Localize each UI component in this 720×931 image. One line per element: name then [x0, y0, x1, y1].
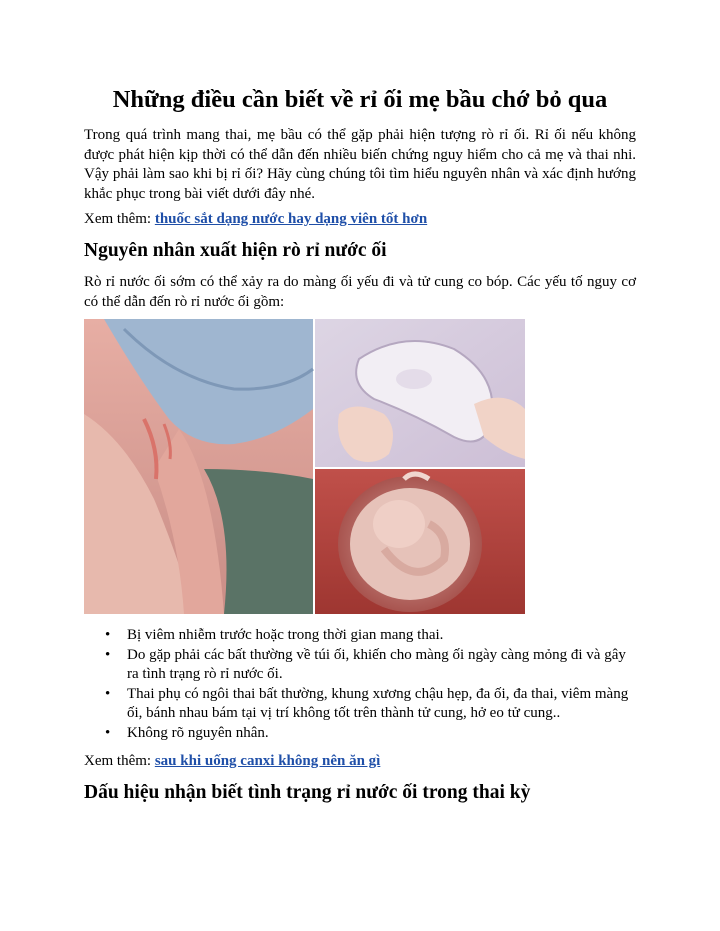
- list-item: [84, 685, 636, 724]
- left-panel-leg: [84, 319, 313, 614]
- list-item-text: Do gặp phải các bất thường về túi ối, khiến cho màng ối ngày càng mỏng đi và gây ra tình trạng rò rỉ nước ối.: [127, 646, 626, 682]
- bullet-icon: •: [105, 646, 111, 663]
- list-item-text: Thai phụ có ngôi thai bất thường, khung xương chậu hẹp, đa ối, đa thai, viêm màng ối, bánh nhau bám tại vị trí không tốt trên thành tử cung, hở eo tử cung..: [127, 685, 629, 721]
- see-more-prefix: Xem thêm:: [84, 211, 155, 227]
- see-more-link-calcium[interactable]: sau khi uống canxi không nên ăn gì: [154, 753, 381, 769]
- see-more-line: [84, 211, 427, 228]
- section-heading-causes: Nguyên nhân xuất hiện rò rỉ nước ối: [84, 240, 387, 261]
- list-item-text: Bị viêm nhiễm trước hoặc trong thời gian mang thai.: [127, 627, 444, 643]
- list-item: [84, 724, 636, 744]
- bullet-icon: •: [105, 724, 111, 741]
- intro-paragraph: Trong quá trình mang thai, mẹ bầu có thể gặp phải hiện tượng rò rỉ ối. Rỉ ối nếu không được phát hiện kịp thời có thể dẫn đến nhiều biến chứng nguy hiểm cho cả mẹ và thai nhi. Vậy phải làm sao khi bị rỉ ối? Hãy cùng chúng tôi tìm hiểu nguyên nhân và xác định hướng khắc phục trong bài viết dưới đây nhé.: [84, 127, 636, 202]
- causes-list: [84, 626, 636, 743]
- page-title: Những điều cần biết về rỉ ối mẹ bầu chớ bỏ qua: [112, 86, 608, 113]
- list-item: [84, 626, 636, 646]
- list-item: [84, 646, 636, 685]
- see-more-prefix: Xem thêm:: [84, 753, 155, 769]
- see-more-link-iron[interactable]: thuốc sắt dạng nước hay dạng viên tốt hơn: [154, 211, 428, 227]
- causes-paragraph: Rò rỉ nước ối sớm có thể xảy ra do màng ối yếu đi và tử cung co bóp. Các yếu tố nguy cơ có thể dẫn đến rò rỉ nước ối gồm:: [84, 274, 636, 310]
- bullet-icon: •: [105, 627, 111, 643]
- section-heading-signs: Dấu hiệu nhận biết tình trạng rỉ nước ối trong thai kỳ: [84, 782, 531, 803]
- illustration-image: [84, 319, 525, 614]
- top-right-panel-pad: [315, 319, 525, 467]
- bullet-icon: •: [105, 685, 111, 702]
- bottom-right-panel-fetus: [315, 469, 525, 614]
- see-more-line: [84, 753, 380, 770]
- list-item-text: Không rõ nguyên nhân.: [127, 724, 269, 741]
